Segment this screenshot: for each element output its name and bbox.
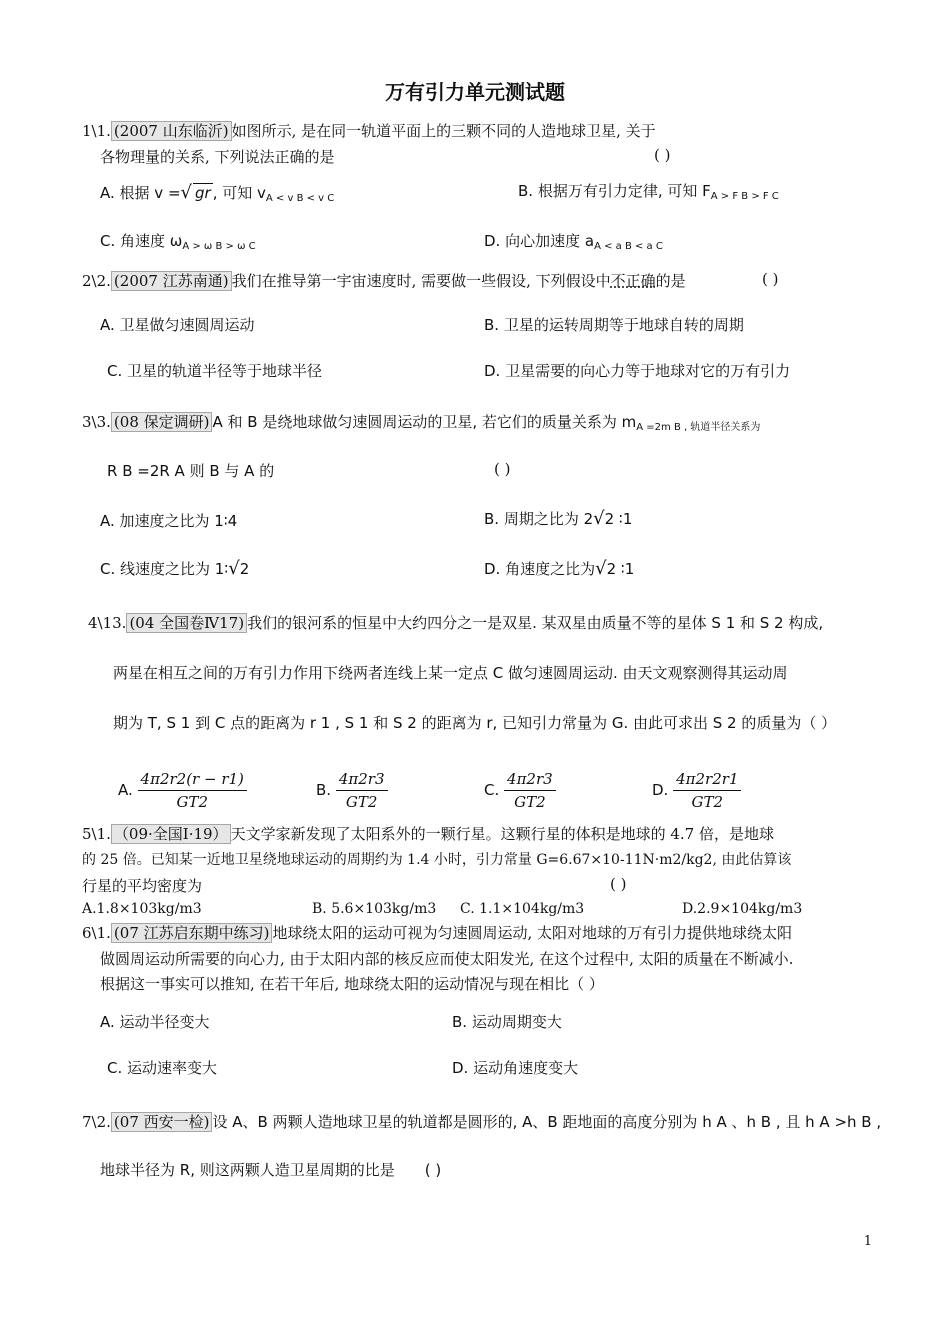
option-c: C. $\frac{4\pi 2r3}{GT2}$	[484, 770, 556, 811]
option-a: A. 加速度之比为 1∶4	[100, 512, 238, 530]
option-a: A. 运动半径变大	[100, 1013, 210, 1031]
question-6-line2: 做圆周运动所需要的向心力, 由于太阳内部的核反应而使太阳发光, 在这个过程中, 太阳的质量在不断减小.	[100, 950, 794, 968]
option-d: D. 卫星需要的向心力等于地球对它的万有引力	[484, 362, 791, 380]
fraction: $\frac{4\pi 2r2(r - r1)}{GT2}$	[138, 770, 247, 811]
question-2-stem: 2\2. (2007 江苏南通) 我们在推导第一宇宙速度时, 需要做一些假设, 下列假设中不正确的是	[82, 272, 686, 290]
option-c: C. 卫星的轨道半径等于地球半径	[107, 362, 323, 380]
option-a: A. $\frac{4\pi 2r2(r - r1)}{GT2}$	[118, 770, 247, 811]
question-4-line2: 两星在相互之间的万有引力作用下绕两者连线上某一定点 C 做匀速圆周运动. 由天文观察测得其运动周	[113, 664, 788, 682]
option-b: B. 卫星的运转周期等于地球自转的周期	[484, 316, 744, 334]
question-source: (2007 山东临沂)	[111, 121, 232, 141]
option-d: D. 角速度之比为√2 ∶1	[484, 558, 635, 579]
option-c: C. 1.1×104kg/m3	[460, 901, 585, 917]
option-a: A. 根据 v =√ gr , 可知 $v_{A < v B < v C}$	[100, 182, 335, 204]
question-source: (07 西安一检)	[111, 1112, 213, 1132]
question-number: 4\13.	[88, 614, 127, 632]
question-5-stem: 5\1. （09·全国Ⅰ·19） 天文学家新发现了太阳系外的一颗行星。这颗行星的体积是地球的 4.7 倍，是地球	[82, 825, 774, 843]
option-b: B. 周期之比为 2√2 ∶1	[484, 508, 633, 529]
question-3-stem: 3\3. (08 保定调研) A 和 B 是绕地球做匀速圆周运动的卫星, 若它们的质量关系为 $m_{A =2m B , 轨道半径关系为}$	[82, 413, 761, 433]
answer-bracket: ( )	[424, 1161, 442, 1179]
fraction: $\frac{4\pi 2r3}{GT2}$	[504, 770, 556, 811]
question-6-stem: 6\1. (07 江苏启东期中练习) 地球绕太阳的运动可视为匀速圆周运动, 太阳对地球的万有引力提供地球绕太阳	[82, 924, 793, 942]
option-a: A.1.8×103kg/m3	[82, 901, 202, 917]
fraction: $\frac{4\pi 2r3}{GT2}$	[336, 770, 388, 811]
answer-bracket: ( )	[762, 270, 779, 288]
page-title: 万有引力单元测试题	[385, 80, 565, 104]
option-d: D. 运动角速度变大	[452, 1059, 579, 1077]
question-source: (04 全国卷Ⅳ17)	[126, 613, 247, 633]
option-d: D.2.9×104kg/m3	[682, 901, 803, 917]
question-number: 3\3.	[82, 413, 111, 431]
page-number: 1	[863, 1234, 872, 1249]
question-5-line3: 行星的平均密度为	[82, 877, 203, 895]
question-4-line3: 期为 T, S 1 到 C 点的距离为 r 1 , S 1 和 S 2 的距离为 r, 已知引力常量为 G. 由此可求出 S 2 的质量为（ ）	[113, 714, 837, 732]
fraction: $\frac{4\pi 2r2r1}{GT2}$	[673, 770, 741, 811]
question-number: 6\1.	[82, 924, 111, 942]
option-b: B. 5.6×103kg/m3	[312, 901, 437, 917]
question-6-line3: 根据这一事实可以推知, 在若干年后, 地球绕太阳的运动情况与现在相比（ ）	[100, 975, 604, 993]
option-c: C. 运动速率变大	[107, 1059, 218, 1077]
question-number: 2\2.	[82, 272, 111, 290]
question-number: 7\2.	[82, 1113, 111, 1131]
option-b: B. 根据万有引力定律, 可知 $F_{A > F B > F C}$	[518, 182, 779, 202]
answer-bracket: ( )	[494, 460, 511, 478]
question-7-line2: 地球半径为 R, 则这两颗人造卫星周期的比是 ( )	[100, 1161, 442, 1179]
answer-bracket: ( )	[610, 875, 627, 893]
question-1-stem-line2: 各物理量的关系, 下列说法正确的是	[100, 148, 335, 166]
option-d: D. $\frac{4\pi 2r2r1}{GT2}$	[652, 770, 741, 811]
option-c: C. 线速度之比为 1∶√2	[100, 558, 250, 579]
question-7-stem: 7\2. (07 西安一检) 设 A、B 两颗人造地球卫星的轨道都是圆形的, A、B 距地面的高度分别为 h A 、h B , 且 h A >h B ,	[82, 1113, 882, 1131]
question-source: (07 江苏启东期中练习)	[111, 923, 273, 943]
option-c: C. 角速度 $\omega_{A > \omega B > \omega C}$	[100, 232, 256, 252]
question-5-line2: 的 25 倍。已知某一近地卫星绕地球运动的周期约为 1.4 小时，引力常量 G=6.67×10-11N·m2/kg2, 由此估算该	[82, 852, 792, 868]
question-number: 1\1.	[82, 122, 111, 140]
question-source: (2007 江苏南通)	[111, 271, 232, 291]
option-b: B. $\frac{4\pi 2r3}{GT2}$	[316, 770, 388, 811]
question-3-stem-line2: R B =2R A 则 B 与 A 的	[107, 462, 275, 480]
option-a: A. 卫星做匀速圆周运动	[100, 316, 255, 334]
question-1-stem	[82, 120, 656, 141]
question-text: 如图所示, 是在同一轨道平面上的三颗不同的人造地球卫星, 关于	[231, 122, 656, 140]
option-b: B. 运动周期变大	[452, 1013, 562, 1031]
question-source: (08 保定调研)	[111, 412, 213, 432]
answer-bracket: ( )	[654, 146, 671, 164]
question-4-stem: 4\13. (04 全国卷Ⅳ17) 我们的银河系的恒星中大约四分之一是双星. 某双星由质量不等的星体 S 1 和 S 2 构成,	[88, 614, 824, 632]
option-d: D. 向心加速度 $a_{A < a B < a C}$	[484, 232, 663, 252]
question-source: （09·全国Ⅰ·19）	[111, 824, 231, 844]
question-number: 5\1.	[82, 825, 111, 843]
